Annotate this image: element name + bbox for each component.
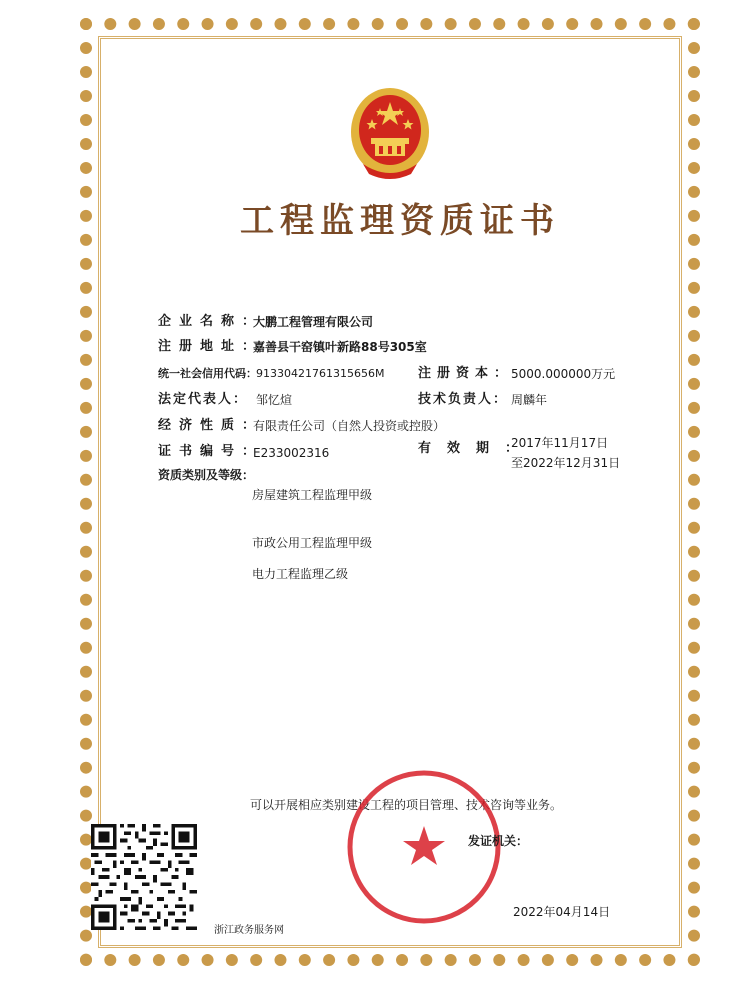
legal-representative-label: 法定代表人： (158, 392, 249, 407)
validity-from: 2017年11月17日 (511, 436, 609, 450)
business-scope: 可以开展相应类别建设工程的项目管理、技术咨询等业务。 (250, 798, 563, 812)
national-emblem-icon (349, 86, 431, 182)
qualification-item: 房屋建筑工程监理甲级 (252, 488, 373, 502)
issuing-authority-label: 发证机关： (468, 834, 529, 848)
technical-lead-label: 技术负责人： (418, 392, 509, 407)
company-name-label: 企业名称： (158, 314, 264, 329)
legal-representative-value: 邹忆煊 (256, 393, 293, 407)
economic-nature-label: 经济性质： (158, 418, 264, 433)
technical-lead-value: 周麟年 (511, 393, 548, 407)
certificate-number-value: E233002316 (253, 446, 330, 460)
economic-nature-value: 有限责任公司（自然人投资或控股） (253, 419, 446, 433)
registered-address-label: 注册地址： (158, 339, 264, 354)
registered-capital-label: 注册资本： (418, 366, 514, 381)
qualification-item: 电力工程监理乙级 (252, 567, 349, 581)
company-name-value: 大鹏工程管理有限公司 (253, 315, 374, 329)
certificate-number-label: 证书编号： (158, 444, 264, 459)
registered-address-value: 嘉善县干窑镇叶新路88号305室 (253, 340, 427, 354)
qualification-item: 市政公用工程监理甲级 (252, 536, 373, 550)
credit-code-label: 统一社会信用代码： (158, 367, 257, 380)
qr-code[interactable] (91, 824, 197, 930)
validity-label: 有效期： (418, 441, 535, 456)
credit-code-value: 91330421761315656M (256, 367, 385, 380)
validity-to: 至2022年12月31日 (511, 456, 621, 470)
source-caption: 浙江政务服务网 (214, 925, 284, 936)
certificate-title: 工程监理资质证书 (240, 201, 560, 241)
qualification-label: 资质类别及等级： (158, 468, 255, 482)
issue-date: 2022年04月14日 (513, 905, 611, 919)
registered-capital-value: 5000.000000万元 (511, 367, 616, 381)
